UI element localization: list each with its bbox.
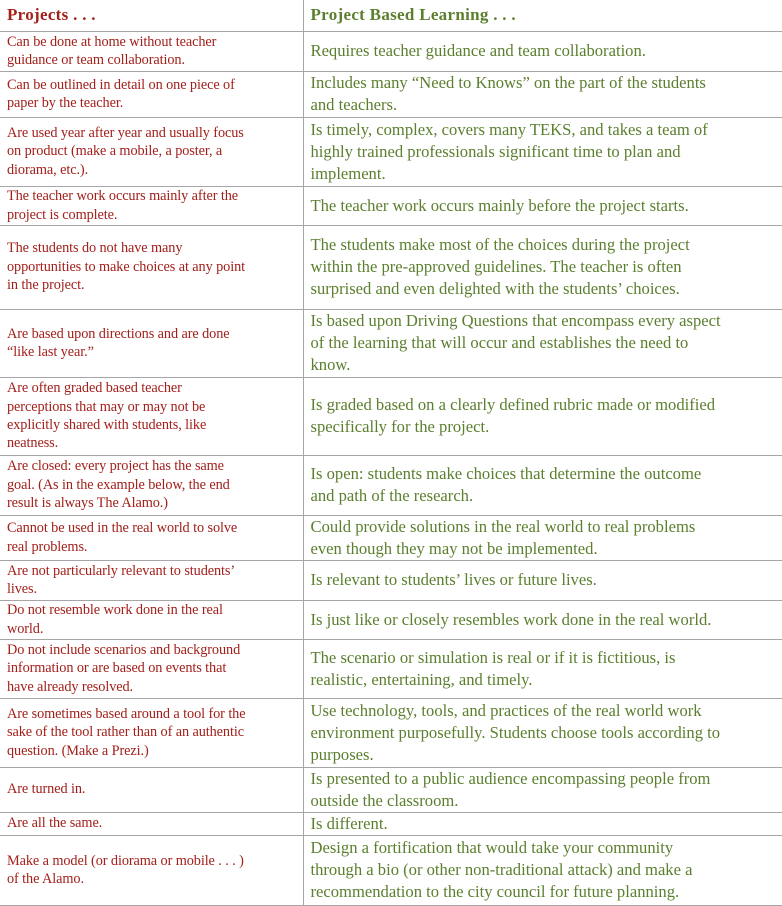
projects-cell [0, 515, 303, 560]
pbl-cell [303, 225, 782, 309]
cell-line: Are sometimes based around a tool for the [7, 705, 303, 723]
cell-line: Is relevant to students’ lives or future lives. [311, 569, 782, 591]
pbl-column-header: Project Based Learning . . . [303, 0, 782, 31]
cell-line: The students make most of the choices during the project [311, 234, 782, 256]
cell-line: Is open: students make choices that determine the outcome [311, 463, 782, 485]
cell-line: even though they may not be implemented. [311, 538, 782, 560]
cell-line: Do not resemble work done in the real [7, 601, 303, 619]
cell-line: Are based upon directions and are done [7, 325, 303, 343]
table-row [0, 455, 782, 515]
cell-line: goal. (As in the example below, the end [7, 476, 303, 494]
projects-column-header: Projects . . . [0, 0, 303, 31]
cell-line: Is based upon Driving Questions that encompass every aspect [311, 310, 782, 332]
cell-line: on product (make a mobile, a poster, a [7, 142, 303, 160]
pbl-cell [303, 767, 782, 812]
pbl-cell [303, 560, 782, 600]
cell-line: Is different. [311, 813, 782, 835]
cell-line: Could provide solutions in the real world to real problems [311, 516, 782, 538]
table-row [0, 515, 782, 560]
cell-line: Are used year after year and usually focus [7, 124, 303, 142]
cell-line: “like last year.” [7, 343, 303, 361]
cell-line: Cannot be used in the real world to solve [7, 519, 303, 537]
cell-line: sake of the tool rather than of an authentic [7, 723, 303, 741]
cell-line: realistic, entertaining, and timely. [311, 669, 782, 691]
cell-line: The students do not have many [7, 239, 303, 257]
projects-cell [0, 225, 303, 309]
pbl-cell [303, 377, 782, 455]
cell-line: highly trained professionals significant time to plan and [311, 141, 782, 163]
cell-line: Can be done at home without teacher [7, 33, 303, 51]
cell-line: and teachers. [311, 94, 782, 116]
projects-cell [0, 812, 303, 835]
table-row [0, 639, 782, 698]
table-row [0, 698, 782, 767]
cell-line: perceptions that may or may not be [7, 398, 303, 416]
pbl-cell [303, 117, 782, 186]
table-row [0, 309, 782, 377]
cell-line: within the pre-approved guidelines. The teacher is often [311, 256, 782, 278]
cell-line: question. (Make a Prezi.) [7, 742, 303, 760]
cell-line: in the project. [7, 276, 303, 294]
projects-cell [0, 71, 303, 117]
pbl-cell [303, 186, 782, 225]
table-body [0, 31, 782, 905]
pbl-cell [303, 309, 782, 377]
cell-line: information or are based on events that [7, 659, 303, 677]
cell-line: neatness. [7, 434, 303, 452]
table-row [0, 835, 782, 905]
cell-line: paper by the teacher. [7, 94, 303, 112]
table-row [0, 767, 782, 812]
cell-line: recommendation to the city council for future planning. [311, 881, 782, 903]
cell-line: Is timely, complex, covers many TEKS, and takes a team of [311, 119, 782, 141]
cell-line: Make a model (or diorama or mobile . . . ) [7, 852, 303, 870]
cell-line: of the Alamo. [7, 870, 303, 888]
cell-line: Design a fortification that would take your community [311, 837, 782, 859]
cell-line: Use technology, tools, and practices of the real world work [311, 700, 782, 722]
cell-line: diorama, etc.). [7, 161, 303, 179]
cell-line: Includes many “Need to Knows” on the part of the students [311, 72, 782, 94]
projects-cell [0, 377, 303, 455]
cell-line: of the learning that will occur and establishes the need to [311, 332, 782, 354]
pbl-cell [303, 71, 782, 117]
cell-line: purposes. [311, 744, 782, 766]
projects-cell [0, 117, 303, 186]
cell-line: The teacher work occurs mainly before the project starts. [311, 195, 782, 217]
projects-cell [0, 560, 303, 600]
pbl-cell [303, 31, 782, 71]
pbl-cell [303, 639, 782, 698]
cell-line: Is presented to a public audience encompassing people from [311, 768, 782, 790]
cell-line: lives. [7, 580, 303, 598]
table-row [0, 377, 782, 455]
cell-line: explicitly shared with students, like [7, 416, 303, 434]
table-row [0, 600, 782, 639]
projects-cell [0, 698, 303, 767]
cell-line: real problems. [7, 538, 303, 556]
table-row [0, 225, 782, 309]
cell-line: outside the classroom. [311, 790, 782, 812]
cell-line: Requires teacher guidance and team collaboration. [311, 40, 782, 62]
cell-line: Are often graded based teacher [7, 379, 303, 397]
pbl-cell [303, 515, 782, 560]
cell-line: specifically for the project. [311, 416, 782, 438]
cell-line: result is always The Alamo.) [7, 494, 303, 512]
cell-line: Is graded based on a clearly defined rubric made or modified [311, 394, 782, 416]
cell-line: Are closed: every project has the same [7, 457, 303, 475]
cell-line: project is complete. [7, 206, 303, 224]
projects-cell [0, 455, 303, 515]
cell-line: The scenario or simulation is real or if it is fictitious, is [311, 647, 782, 669]
cell-line: The teacher work occurs mainly after the [7, 187, 303, 205]
cell-line: know. [311, 354, 782, 376]
cell-line: have already resolved. [7, 678, 303, 696]
cell-line: Are not particularly relevant to students’ [7, 562, 303, 580]
projects-cell [0, 186, 303, 225]
cell-line: Is just like or closely resembles work done in the real world. [311, 609, 782, 631]
cell-line: Do not include scenarios and background [7, 641, 303, 659]
table-row [0, 560, 782, 600]
pbl-cell [303, 455, 782, 515]
cell-line: through a bio (or other non-traditional attack) and make a [311, 859, 782, 881]
projects-cell [0, 31, 303, 71]
cell-line: environment purposefully. Students choose tools according to [311, 722, 782, 744]
cell-line: opportunities to make choices at any point [7, 258, 303, 276]
cell-line: implement. [311, 163, 782, 185]
cell-line: world. [7, 620, 303, 638]
cell-line: guidance or team collaboration. [7, 51, 303, 69]
projects-cell [0, 309, 303, 377]
cell-line: and path of the research. [311, 485, 782, 507]
pbl-cell [303, 812, 782, 835]
table-row [0, 71, 782, 117]
header-row [0, 0, 782, 31]
table-row [0, 31, 782, 71]
cell-line: Are all the same. [7, 814, 303, 832]
cell-line: surprised and even delighted with the students’ choices. [311, 278, 782, 300]
cell-line: Are turned in. [7, 780, 303, 798]
pbl-cell [303, 600, 782, 639]
pbl-cell [303, 835, 782, 905]
projects-cell [0, 600, 303, 639]
table-row [0, 117, 782, 186]
table-row [0, 812, 782, 835]
cell-line: Can be outlined in detail on one piece of [7, 76, 303, 94]
projects-cell [0, 767, 303, 812]
projects-cell [0, 639, 303, 698]
pbl-cell [303, 698, 782, 767]
projects-cell [0, 835, 303, 905]
table-row [0, 186, 782, 225]
